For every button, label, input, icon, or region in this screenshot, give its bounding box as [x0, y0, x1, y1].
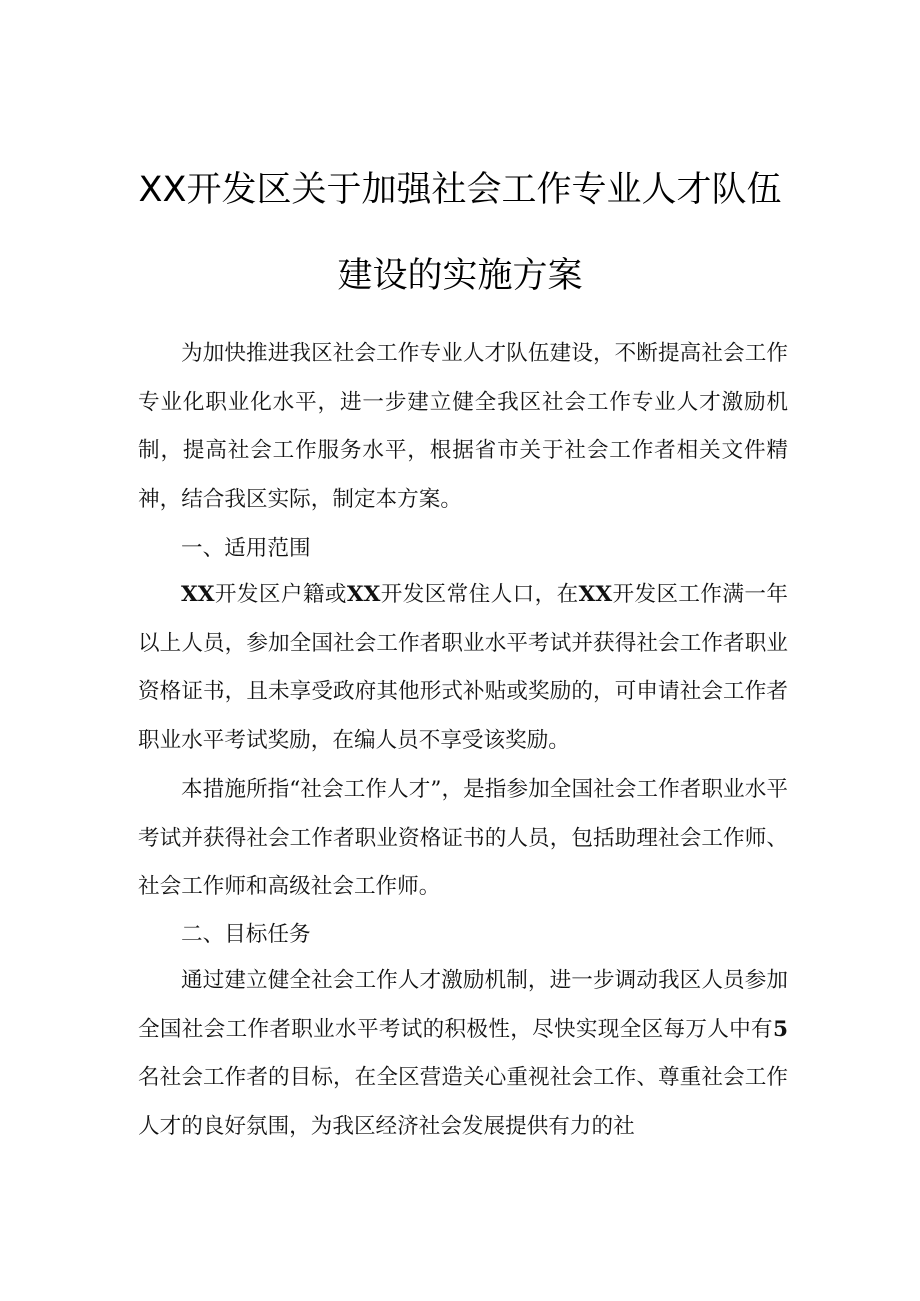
intro-paragraph: 为加快推进我区社会工作专业人才队伍建设，不断提高社会工作专业化职业化水平，进一步建立健全我区社会工作专业人才激励机制，提高社会工作服务水平，根据省市关于社会工作者相关文件精神，结合我区实际，制定本方案。	[138, 341, 788, 512]
text-segment: 开发区户籍或	[214, 582, 347, 607]
text-segment: 开发区工作满一年以上人员，参加全国社会工作者职业水平考试并获得社会工作者职业资格证书，且未享受政府其他形式补贴或奖励的，可申请社会工作者职业水平考试奖励，在编人员不享受该奖励。	[138, 582, 788, 753]
placeholder-xx: XX	[578, 582, 613, 607]
placeholder-xx: XX	[346, 582, 381, 607]
number-five: 5	[772, 1016, 788, 1042]
text-segment: 名社会工作者的目标，在全区营造关心重视社会工作、尊重社会工作人才的良好氛围，为我区经济社会发展提供有力的社	[138, 1065, 788, 1139]
section1-paragraph1	[138, 571, 788, 765]
text-segment: 开发区常住人口，在	[380, 582, 579, 607]
document-title-line2: 建设的实施方案	[337, 256, 583, 296]
placeholder-xx: XX	[181, 582, 215, 607]
section1-heading: 一、适用范围	[181, 536, 311, 561]
text-segment: 通过建立健全社会工作人才激励机制，进一步调动我区人员参加全国社会工作者职业水平考试的积极性，尽快实现全区每万人中有	[138, 968, 788, 1042]
section2-paragraph1	[138, 957, 788, 1151]
section1-paragraph2: 本措施所指“社会工作人才”，是指参加全国社会工作者职业水平考试并获得社会工作者职业资格证书的人员，包括助理社会工作师、社会工作师和高级社会工作师。	[138, 777, 788, 899]
section2-heading: 二、目标任务	[181, 922, 311, 947]
document-title-line1: XX开发区关于加强社会工作专业人才队伍	[138, 170, 782, 210]
